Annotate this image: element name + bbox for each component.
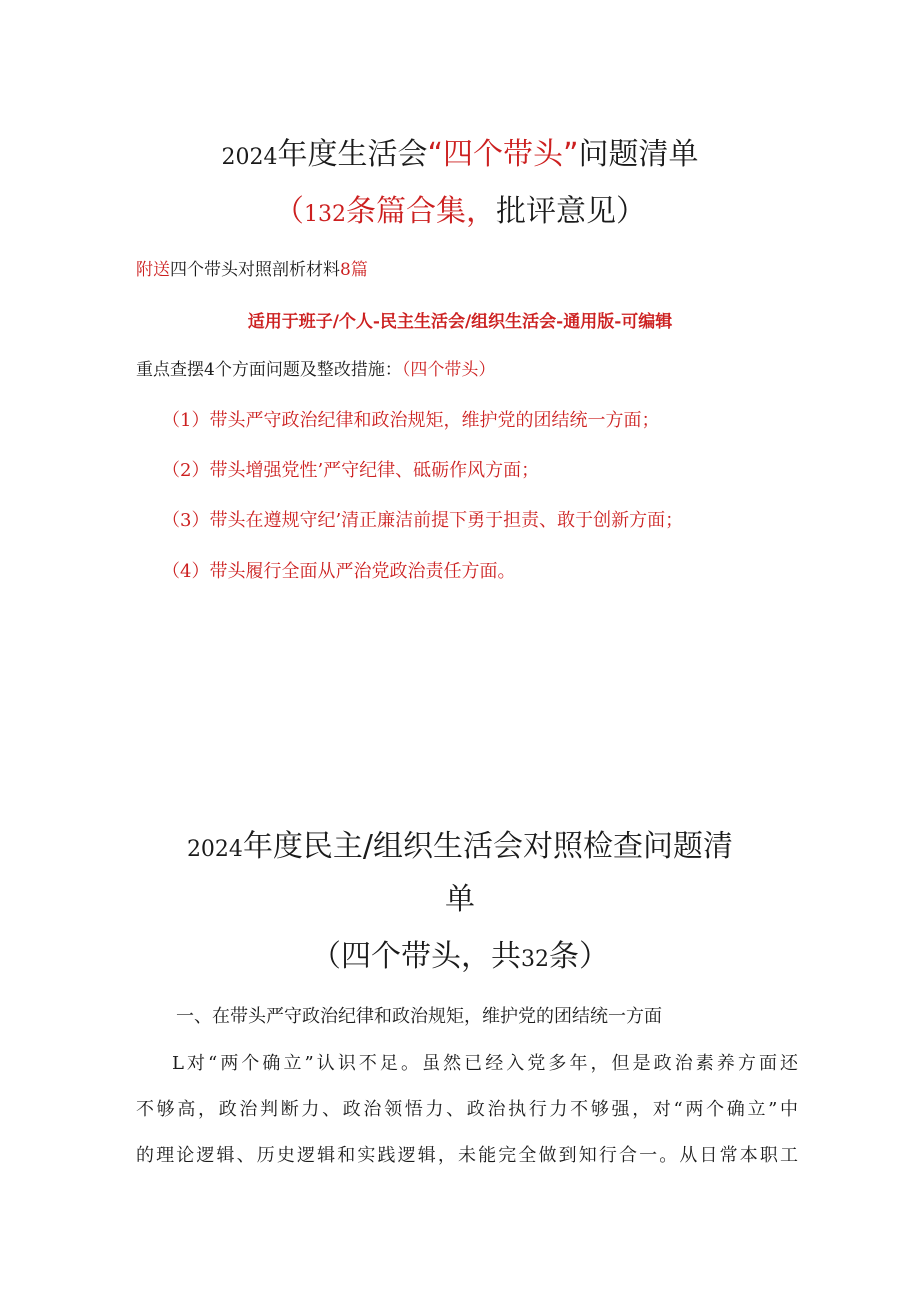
section-heading: 一、在带头严守政治纪律和政治规矩，维护党的团结统一方面 (176, 1006, 662, 1027)
second-subtitle (0, 935, 920, 982)
focus-text: 重点查摆4个方面问题及整改措施： (136, 360, 402, 380)
second-title (0, 822, 920, 925)
focus-line (136, 357, 495, 383)
list-item: （1）带头严守政治纪律和政治规矩，维护党的团结统一方面； (162, 410, 660, 431)
main-title-pre: 年度生活会 (277, 137, 428, 172)
subtitle-post: 批评意见） (496, 194, 646, 229)
second-title-year: 2024 (186, 837, 243, 862)
main-title-post: 问题清单 (578, 137, 699, 172)
focus-tag: （四个带头） (401, 360, 496, 380)
list-item: （3）带头在遵规守纪’清正廉洁前提下勇于担责、敢于创新方面； (162, 510, 684, 531)
applicability-note: 适用于班子/个人-民主生活会/组织生活会-通用版-可编辑 (247, 312, 673, 332)
paragraph-line: 不够高，政治判断力、政治领悟力、政治执行力不够强，对“两个确立”中 (136, 1099, 798, 1120)
subtitle-highlight: 条篇合集， (346, 194, 496, 229)
subtitle-number: 132 (304, 202, 346, 227)
main-subtitle (0, 190, 920, 237)
main-title-highlight: “四个带头” (427, 137, 579, 172)
list-item: （4）带头履行全面从严治党政治责任方面。 (162, 561, 516, 582)
attachment-prefix: 附送 (136, 260, 170, 280)
paragraph-line: L对“两个确立”认识不足。虽然已经入党多年，但是政治素养方面还 (172, 1053, 798, 1074)
main-title-year: 2024 (221, 145, 278, 170)
body-paragraph (136, 1041, 798, 1179)
second-title-line1: 年度民主/组织生活会对照检查问题清 (242, 829, 734, 864)
main-title (0, 133, 920, 180)
second-title-line2: 单 (445, 882, 475, 917)
attachment-text: 四个带头对照剖析材料 (170, 260, 340, 280)
paragraph-line: 的理论逻辑、历史逻辑和实践逻辑，未能完全做到知行合一。从日常本职工 (136, 1145, 798, 1166)
list-item: （2）带头增强党性’严守纪律、砥砺作风方面； (162, 460, 540, 481)
subtitle-open: （ (274, 194, 304, 229)
attachment-note (136, 257, 368, 283)
second-subtitle-post: 条） (549, 939, 609, 974)
attachment-count: 8篇 (340, 260, 368, 280)
second-subtitle-pre: （四个带头，共 (311, 939, 521, 974)
second-subtitle-number: 32 (521, 947, 549, 972)
